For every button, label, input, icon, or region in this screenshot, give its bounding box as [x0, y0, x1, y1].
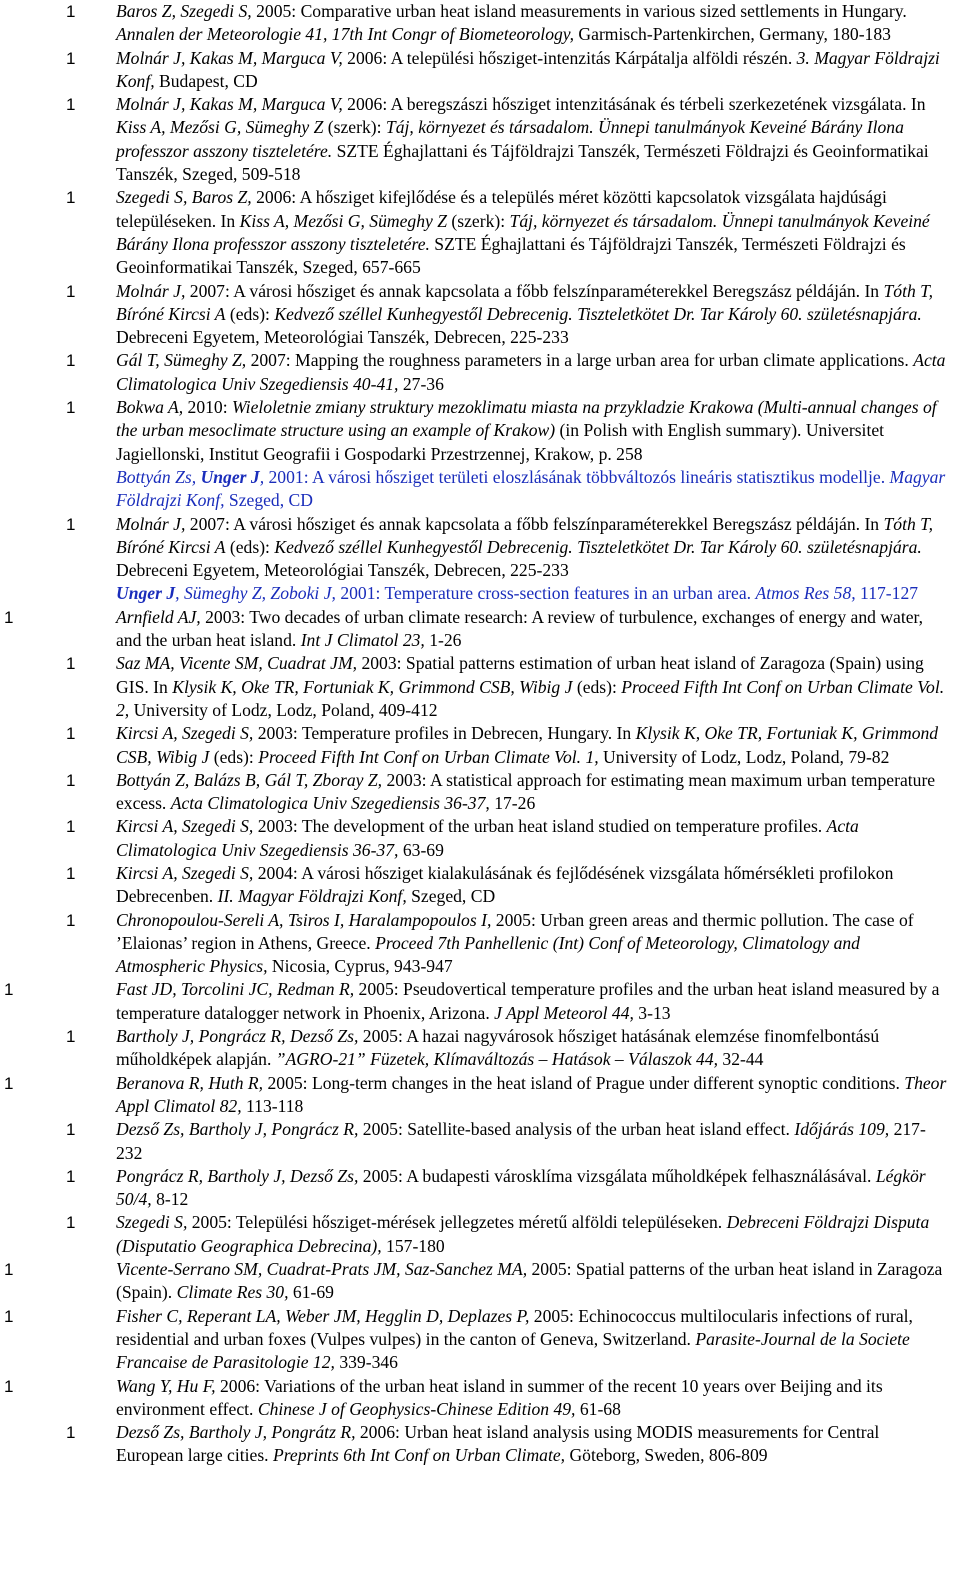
reference-italic-segment: ,	[259, 466, 265, 487]
reference-segment: University of Lodz, Lodz, Poland, 79-82	[598, 746, 890, 767]
reference-entry	[0, 0, 960, 47]
reference-segment: Szeged, CD	[224, 490, 313, 511]
reference-segment: 2007: Mapping the roughness parameters in a large urban area for urban climate applications.	[246, 350, 914, 371]
reference-segment: 27-36	[398, 373, 444, 394]
reference-italic-segment: Fast JD, Torcolini JC, Redman R,	[116, 979, 355, 1000]
reference-segment: 17-26	[489, 793, 536, 814]
reference-italic-segment: Gál T, Sümeghy Z,	[116, 350, 247, 371]
reference-text	[116, 978, 948, 1025]
reference-text	[116, 1118, 948, 1165]
reference-italic-segment: Parasite-Journal de la Societe Francaise de Parasitologie 12,	[116, 1328, 910, 1373]
reference-count: 1	[66, 863, 76, 883]
reference-segment: Garmisch-Partenkirchen, Germany, 180-183	[574, 24, 891, 45]
reference-text	[116, 186, 948, 279]
reference-italic-segment: Dezső Zs, Bartholy J, Pongrácz R,	[116, 1119, 359, 1140]
reference-count: 1	[66, 654, 76, 674]
reference-count: 1	[66, 48, 76, 68]
reference-entry	[0, 93, 960, 186]
reference-segment: 339-346	[334, 1352, 398, 1373]
reference-entry	[0, 396, 960, 466]
reference-segment: 32-44	[718, 1049, 764, 1070]
reference-entry	[0, 862, 960, 909]
reference-text	[116, 606, 948, 653]
reference-segment: 2005: Comparative urban heat island measurements in various sized settlements in Hungary.	[251, 1, 907, 21]
reference-segment: 113-118	[241, 1095, 304, 1116]
reference-text	[116, 396, 948, 466]
reference-italic-segment: Kircsi A, Szegedi S,	[116, 816, 254, 837]
reference-italic-segment: Bottyán Zs,	[116, 466, 201, 487]
reference-count: 1	[66, 910, 76, 930]
reference-segment: 2005: Satellite-based analysis of the urban heat island effect.	[358, 1119, 795, 1140]
reference-count: 1	[4, 1376, 14, 1396]
reference-italic-segment: Unger J	[200, 466, 260, 487]
reference-italic-segment: Proceed Fifth Int Conf on Urban Climate Vol. 1,	[258, 746, 599, 767]
reference-italic-segment: Acta Climatologica Univ Szegediensis 36-37,	[116, 816, 859, 860]
reference-italic-segment: Chronopoulou-Sereli A, Tsiros I, Haralampopoulos I,	[116, 909, 492, 930]
reference-italic-segment: Baros Z, Szegedi S,	[116, 1, 252, 21]
reference-italic-segment: Molnár J,	[116, 513, 186, 534]
reference-segment: (eds):	[225, 303, 275, 324]
reference-text	[116, 1375, 948, 1422]
reference-italic-segment: Bokwa A,	[116, 397, 184, 418]
reference-italic-segment: Kedvező széllel Kunhegyestől Debrecenig. Tiszteletkötet Dr. Tar Károly 60. születésnapjára.	[274, 536, 922, 557]
reference-segment: University of Lodz, Lodz, Poland, 409-412	[129, 699, 438, 720]
reference-italic-segment: Táj, környezet és társadalom. Ünnepi tanulmányok Keveiné Bárány Ilona professzor asszony tiszteletére.	[116, 210, 930, 254]
reference-segment: 2003: The development of the urban heat island studied on temperature profiles.	[253, 816, 827, 837]
reference-italic-segment: Klysik K, Oke TR, Fortuniak K, Grimmond CSB, Wibig J	[116, 723, 939, 767]
reference-count: 1	[66, 281, 76, 301]
reference-entry	[0, 466, 960, 513]
reference-entry	[0, 815, 960, 862]
reference-italic-segment: J Appl Meteorol 44,	[494, 1002, 634, 1023]
reference-segment: 1-26	[424, 630, 462, 651]
reference-italic-segment: Kiss A, Mezősi G, Sümeghy Z	[116, 117, 324, 138]
reference-entry	[0, 582, 960, 605]
reference-count: 1	[66, 1166, 76, 1186]
reference-segment: (eds):	[225, 536, 275, 557]
reference-count: 1	[4, 980, 14, 1000]
reference-italic-segment: Bottyán Z, Balázs B, Gál T, Zboray Z,	[116, 769, 383, 790]
reference-count: 1	[4, 1073, 14, 1093]
reference-italic-segment: Proceed Fifth Int Conf on Urban Climate Vol. 2,	[116, 676, 945, 720]
reference-segment: 157-180	[381, 1235, 445, 1256]
reference-text	[116, 909, 948, 979]
reference-count: 1	[66, 2, 76, 21]
reference-segment: 3-13	[633, 1002, 671, 1023]
reference-text	[116, 47, 948, 94]
reference-segment: 2001: A városi hősziget területi eloszlásának többváltozós lineáris statisztikus modellje.	[264, 466, 890, 487]
reference-entry	[0, 1118, 960, 1165]
reference-italic-segment: Molnár J,	[116, 280, 186, 301]
reference-segment: (szerk):	[323, 117, 386, 138]
reference-entry	[0, 1305, 960, 1375]
reference-segment: 8-12	[151, 1189, 189, 1210]
reference-segment: 2003: Temperature profiles in Debrecen, Hungary. In	[253, 723, 636, 744]
reference-segment: 2004: A városi hősziget kialakulásának és fejlődésének vizsgálata hőmérsékleti profilokon Debrecenben.	[116, 862, 894, 907]
reference-italic-segment: Proceed 7th Panhellenic (Int) Conf of Meteorology, Climatology and Atmospheric Physics,	[116, 932, 860, 977]
reference-segment: 2005: Long-term changes in the heat island of Prague under different synoptic conditions.	[263, 1072, 905, 1093]
reference-italic-segment: Szegedi S,	[116, 1212, 188, 1233]
reference-text	[116, 652, 948, 722]
reference-entry	[0, 652, 960, 722]
reference-count: 1	[66, 188, 76, 208]
reference-segment: 61-69	[288, 1282, 334, 1303]
reference-segment: 2006: A hősziget kifejlődése és a település méret közötti kapcsolatok vizsgálata hajdúsági településeken. In	[116, 187, 887, 231]
reference-italic-segment: Táj, környezet és társadalom. Ünnepi tanulmányok Keveiné Bárány Ilona professzor asszony tiszteletére.	[116, 117, 904, 161]
reference-segment: SZTE Éghajlattani és Tájföldrajzi Tanszék, Természeti Földrajzi és Geoinformatikai Tanszék, Szeged, 657-665	[116, 233, 906, 278]
reference-italic-segment: Acta Climatologica Univ Szegediensis 36-37,	[170, 793, 490, 814]
reference-segment: 2005: Települési hősziget-mérések jellegzetes méretű alföldi településeken.	[187, 1212, 727, 1233]
reference-segment: 2007: A városi hősziget és annak kapcsolata a főbb felszínparaméterekkel Beregszász példáján. In	[185, 513, 884, 534]
reference-italic-segment: Klysik K, Oke TR, Fortuniak K, Grimmond CSB, Wibig J	[172, 676, 573, 697]
reference-segment: 2005: Spatial patterns of the urban heat island in Zaragoza (Spain).	[116, 1259, 943, 1303]
reference-entry	[0, 1375, 960, 1422]
reference-count: 1	[66, 1213, 76, 1233]
reference-text	[116, 582, 948, 605]
reference-segment: (eds):	[572, 676, 622, 697]
reference-entry	[0, 186, 960, 279]
reference-count: 1	[66, 351, 76, 371]
reference-segment: Debreceni Egyetem, Meteorológiai Tanszék, Debrecen, 225-233	[116, 327, 569, 348]
reference-segment: 2005: Pseudovertical temperature profiles and the urban heat island measured by a temperature datalogger network in Phoenix, Arizona.	[116, 979, 940, 1023]
reference-segment: SZTE Éghajlattani és Tájföldrajzi Tanszék, Természeti Földrajzi és Geoinformatikai Tanszék, Szeged, 509-518	[116, 140, 929, 185]
reference-segment: 2005: Urban green areas and thermic pollution. The case of ’Elaionas’ region in Athens, Greece.	[116, 909, 914, 953]
reference-text	[116, 0, 948, 47]
reference-segment: 61-68	[575, 1398, 621, 1419]
reference-italic-segment: Annalen der Meteorologie 41, 17th Int Congr of Biometeorology,	[116, 24, 575, 45]
reference-entry	[0, 1165, 960, 1212]
reference-text	[116, 513, 948, 583]
reference-text	[116, 1211, 948, 1258]
reference-italic-segment: Kircsi A, Szegedi S,	[116, 862, 254, 883]
reference-segment: 2005: A budapesti városklíma vizsgálata műholdképek felhasználásával.	[358, 1165, 876, 1186]
reference-text	[116, 1421, 948, 1468]
reference-segment: 117-127	[855, 583, 919, 604]
reference-entry	[0, 1421, 960, 1468]
reference-segment: Debreceni Egyetem, Meteorológiai Tanszék, Debrecen, 225-233	[116, 560, 569, 581]
reference-italic-segment: Szegedi S, Baros Z,	[116, 187, 252, 208]
reference-italic-segment: Chinese J of Geophysics-Chinese Edition 49,	[257, 1398, 576, 1419]
reference-italic-segment: ”AGRO-21” Füzetek, Klímaváltozás – Hatások – Válaszok 44,	[275, 1049, 719, 1070]
reference-count: 1	[66, 1027, 76, 1047]
reference-italic-segment: Bartholy J, Pongrácz R, Dezső Zs,	[116, 1026, 359, 1047]
reference-entry	[0, 722, 960, 769]
reference-text	[116, 349, 948, 396]
reference-text	[116, 1072, 948, 1119]
reference-italic-segment: Molnár J, Kakas M, Marguca V,	[116, 47, 343, 68]
reference-italic-segment: Dezső Zs, Bartholy J, Pongrátz R,	[116, 1422, 356, 1443]
reference-segment: (eds):	[209, 746, 259, 767]
reference-italic-segment: Kiss A, Mezősi G, Sümeghy Z	[239, 210, 447, 231]
reference-text	[116, 769, 948, 816]
reference-entry	[0, 1211, 960, 1258]
reference-entry	[0, 1072, 960, 1119]
reference-segment: 2006: A települési hősziget-intenzitás Kárpátalja alföldi részén.	[342, 47, 797, 68]
reference-entry	[0, 513, 960, 583]
reference-italic-segment: Időjárás 109,	[794, 1119, 890, 1140]
reference-italic-segment: Vicente-Serrano SM, Cuadrat-Prats JM, Saz-Sanchez MA,	[116, 1259, 528, 1280]
reference-segment: (in Polish with English summary). Universitet Jagiellonski, Institut Geografii i Gospodarki Przestrzennej, Krakow, p. 258	[116, 420, 885, 464]
reference-italic-segment: Saz MA, Vicente SM, Cuadrat JM,	[116, 653, 358, 674]
reference-text	[116, 1025, 948, 1072]
reference-italic-segment: Wieloletnie zmiany struktury mezoklimatu miasta na przykladzie Krakowa (Multi-annual changes of the urban mesoclimate structure using an example of Krakow)	[116, 397, 937, 441]
reference-segment: 2003: Two decades of urban climate research: A review of turbulence, exchanges of energy and water, and the urban heat island.	[116, 606, 924, 651]
reference-segment: Nicosia, Cyprus, 943-947	[267, 956, 453, 977]
reference-segment: Budapest, CD	[154, 70, 258, 91]
reference-italic-segment: Theor Appl Climatol 82,	[116, 1072, 947, 1116]
reference-italic-segment: , Sümeghy Z, Zoboki J,	[175, 583, 336, 604]
reference-italic-segment: Unger J	[116, 583, 176, 604]
reference-italic-segment: Acta Climatologica Univ Szegediensis 40-41,	[116, 350, 946, 394]
reference-italic-segment: Climate Res 30,	[176, 1282, 289, 1303]
reference-italic-segment: Tóth T, Bíróné Kircsi A	[116, 513, 934, 557]
reference-segment: 2003: Spatial patterns estimation of urban heat island of Zaragoza (Spain) using GIS. In	[116, 653, 924, 697]
reference-segment: 2006: A beregszászi hősziget intenzitásának és térbeli szerkezetének vizsgálata. In	[342, 94, 926, 115]
reference-segment: 2007: A városi hősziget és annak kapcsolata a főbb felszínparaméterekkel Beregszász példáján. In	[185, 280, 884, 301]
reference-italic-segment: Atmos Res 58,	[755, 583, 856, 604]
reference-segment: 2006: Variations of the urban heat island in summer of the recent 10 years over Beijing and its environment effect.	[116, 1375, 883, 1419]
reference-italic-segment: Magyar Földrajzi Konf,	[116, 466, 946, 511]
reference-entry	[0, 280, 960, 350]
reference-count: 1	[66, 817, 76, 837]
reference-entry	[0, 1025, 960, 1072]
reference-segment: (szerk):	[447, 210, 510, 231]
reference-count: 1	[66, 1120, 76, 1140]
reference-entry	[0, 1258, 960, 1305]
reference-count: 1	[4, 607, 14, 627]
reference-italic-segment: Int J Climatol 23,	[300, 630, 425, 651]
reference-italic-segment: Arnfield AJ,	[116, 606, 201, 627]
reference-entry	[0, 47, 960, 94]
reference-italic-segment: Debreceni Földrajzi Disputa (Disputatio Geographica Debrecina),	[116, 1212, 930, 1256]
reference-segment: 2006: Urban heat island analysis using MODIS measurements for Central European large cities.	[116, 1422, 880, 1466]
reference-count: 1	[66, 514, 76, 534]
reference-italic-segment: Légkör 50/4,	[116, 1165, 926, 1210]
reference-italic-segment: Beranova R, Huth R,	[116, 1072, 264, 1093]
reference-italic-segment: Fisher C, Reperant LA, Weber JM, Hegglin D, Deplazes P,	[116, 1305, 530, 1326]
reference-count: 1	[66, 398, 76, 418]
reference-segment: 2001: Temperature cross-section features in an urban area.	[335, 583, 756, 604]
reference-italic-segment: II. Magyar Földrajzi Konf,	[217, 886, 407, 907]
reference-entry	[0, 349, 960, 396]
reference-count: 1	[66, 770, 76, 790]
reference-segment: 217-232	[116, 1119, 926, 1163]
reference-count: 1	[66, 724, 76, 744]
reference-italic-segment: Kedvező széllel Kunhegyestől Debrecenig. Tiszteletkötet Dr. Tar Károly 60. születésnapjára.	[274, 303, 922, 324]
reference-text	[116, 280, 948, 350]
reference-count: 1	[66, 1423, 76, 1443]
reference-segment: 63-69	[398, 839, 444, 860]
reference-text	[116, 93, 948, 186]
reference-count: 1	[66, 95, 76, 115]
reference-italic-segment: Wang Y, Hu F,	[116, 1375, 216, 1396]
reference-text	[116, 815, 948, 862]
reference-italic-segment: Pongrácz R, Bartholy J, Dezső Zs,	[116, 1165, 359, 1186]
reference-segment: 2005: A hazai nagyvárosok hősziget hatásának elemzése finomfelbontású műholdképek alapján.	[116, 1026, 880, 1070]
reference-italic-segment: Kircsi A, Szegedi S,	[116, 723, 254, 744]
reference-entry	[0, 909, 960, 979]
reference-italic-segment: Tóth T, Bíróné Kircsi A	[116, 280, 934, 324]
reference-text	[116, 722, 948, 769]
reference-segment: 2003: A statistical approach for estimating mean maximum urban temperature excess.	[116, 769, 936, 814]
reference-text	[116, 466, 948, 513]
reference-count: 1	[4, 1260, 14, 1280]
reference-segment: Göteborg, Sweden, 806-809	[565, 1445, 768, 1466]
reference-text	[116, 1258, 948, 1305]
reference-italic-segment: 3. Magyar Földrajzi Konf,	[116, 47, 940, 91]
reference-italic-segment: Molnár J, Kakas M, Marguca V,	[116, 94, 343, 115]
reference-entry	[0, 978, 960, 1025]
reference-text	[116, 1165, 948, 1212]
reference-entry	[0, 606, 960, 653]
reference-count: 1	[4, 1306, 14, 1326]
reference-segment: 2010:	[183, 397, 232, 418]
reference-italic-segment: Preprints 6th Int Conf on Urban Climate,	[272, 1445, 566, 1466]
reference-text	[116, 1305, 948, 1375]
reference-segment: Szeged, CD	[406, 886, 496, 907]
reference-segment: 2005: Echinococcus multilocularis infections of rural, residential and urban foxes (Vulpes vulpes) in the canton of Geneva, Switzerland.	[116, 1305, 913, 1349]
reference-text	[116, 862, 948, 909]
reference-entry	[0, 769, 960, 816]
